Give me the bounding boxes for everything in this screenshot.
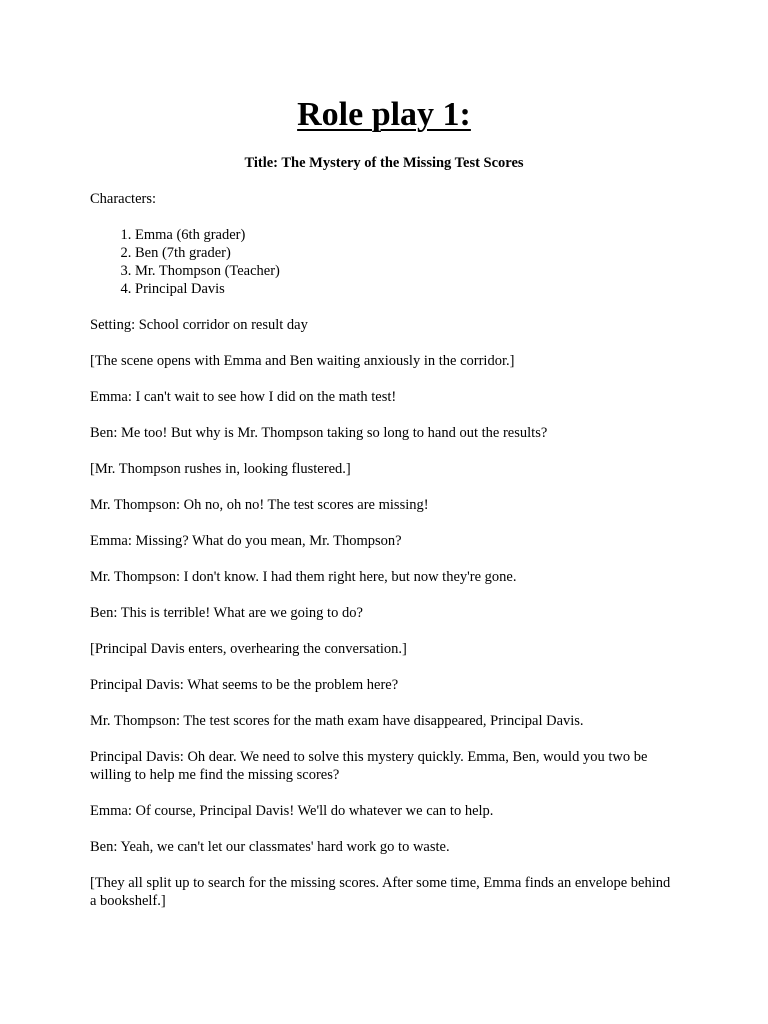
list-item: 4. Principal Davis	[135, 280, 680, 298]
stage-direction: [They all split up to search for the missing scores. After some time, Emma finds an envelope behind a bookshelf.]	[90, 875, 671, 909]
dialogue-line: Emma: Of course, Principal Davis! We'll do whatever we can to help.	[90, 803, 494, 819]
dialogue-line: Principal Davis: What seems to be the problem here?	[90, 677, 399, 693]
page-title: Role play 1:	[297, 96, 471, 133]
dialogue-line: Mr. Thompson: Oh no, oh no! The test scores are missing!	[90, 497, 429, 513]
dialogue-line: Mr. Thompson: I don't know. I had them right here, but now they're gone.	[90, 569, 517, 585]
list-item: 1. Emma (6th grader)	[135, 226, 680, 244]
stage-direction: [The scene opens with Emma and Ben waiting anxiously in the corridor.]	[90, 353, 515, 369]
list-item: 2. Ben (7th grader)	[135, 244, 680, 262]
dialogue-line: Emma: I can't wait to see how I did on the math test!	[90, 389, 397, 405]
stage-direction: [Principal Davis enters, overhearing the conversation.]	[90, 641, 407, 657]
document-page	[90, 0, 680, 910]
dialogue-line: Mr. Thompson: The test scores for the math exam have disappeared, Principal Davis.	[90, 713, 584, 729]
list-item: 3. Mr. Thompson (Teacher)	[135, 262, 680, 280]
characters-list	[90, 226, 680, 298]
dialogue-line: Ben: This is terrible! What are we going to do?	[90, 605, 363, 621]
dialogue-line: Ben: Me too! But why is Mr. Thompson taking so long to hand out the results?	[90, 425, 548, 441]
characters-heading: Characters:	[90, 191, 157, 207]
dialogue-line: Emma: Missing? What do you mean, Mr. Thompson?	[90, 533, 402, 549]
document-subtitle: Title: The Mystery of the Missing Test Scores	[244, 155, 524, 171]
dialogue-line: Ben: Yeah, we can't let our classmates' hard work go to waste.	[90, 839, 450, 855]
stage-direction: [Mr. Thompson rushes in, looking flustered.]	[90, 461, 351, 477]
dialogue-line: Principal Davis: Oh dear. We need to solve this mystery quickly. Emma, Ben, would you two be willing to help me find the missing scores?	[90, 749, 648, 783]
setting-paragraph: Setting: School corridor on result day	[90, 317, 308, 333]
